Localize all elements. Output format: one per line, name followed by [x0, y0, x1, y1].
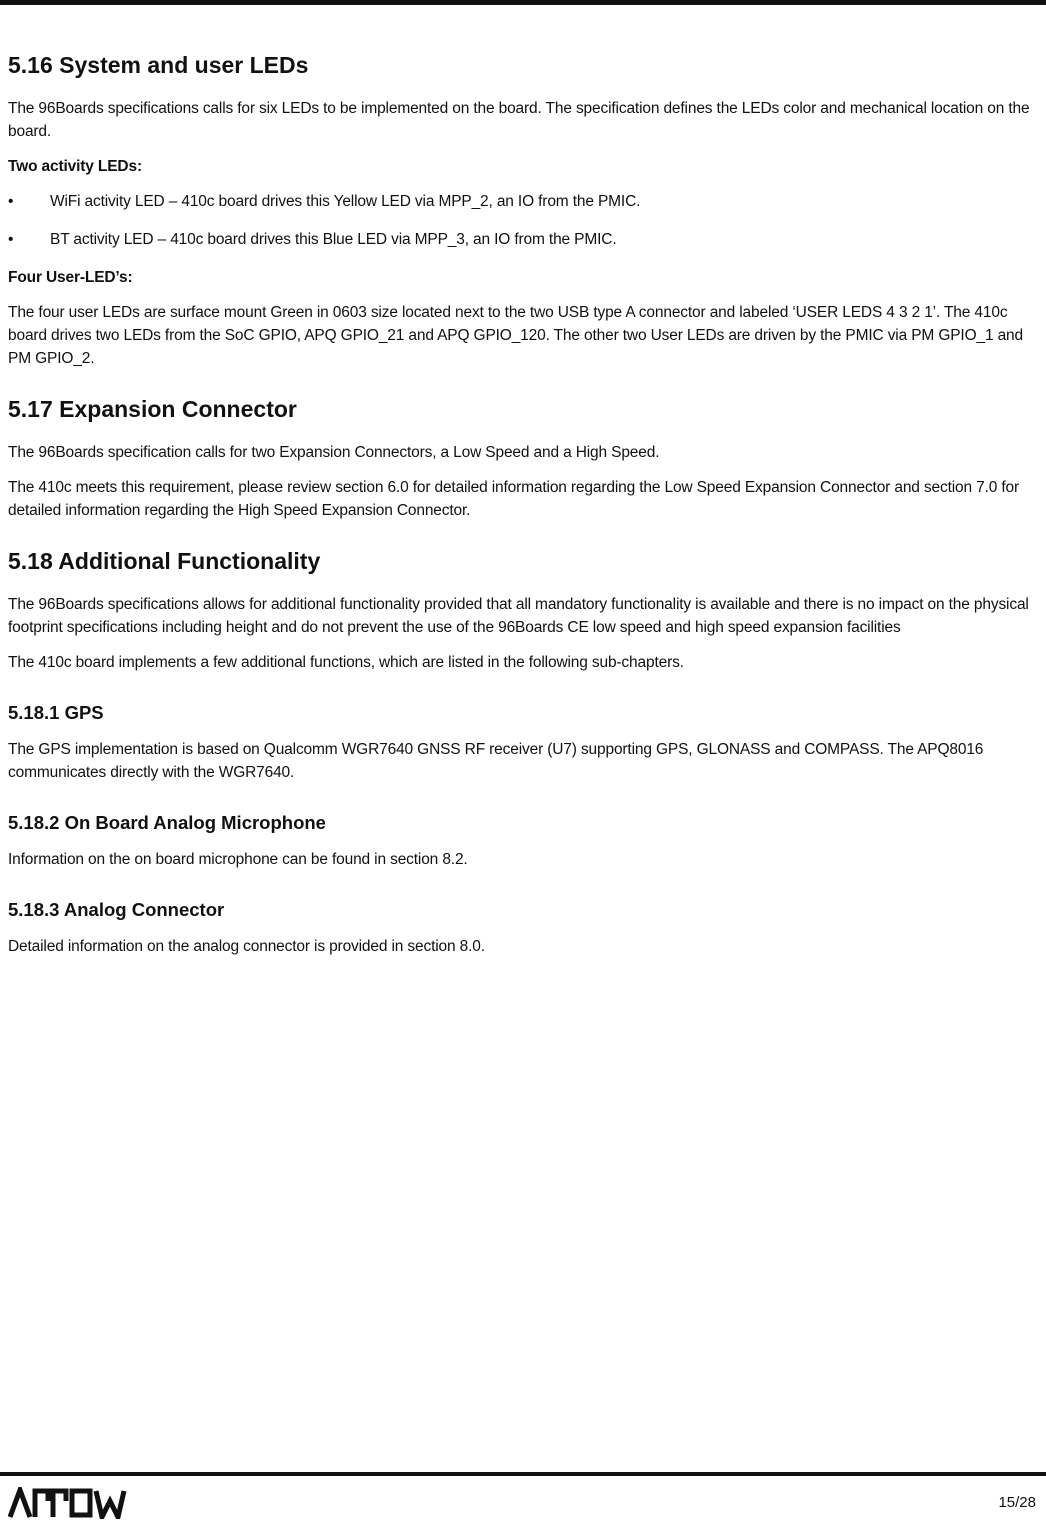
- section-5-18-1: [8, 700, 1038, 784]
- section-5-18-2: [8, 810, 1038, 871]
- paragraph: The four user LEDs are surface mount Green in 0603 size located next to the two USB type A connector and labeled ‘USER LEDS 4 3 2 1’. The 410c board drives two LEDs from the SoC GPIO, APQ GPIO_21 and APQ GPIO_120. The other two User LEDs are driven by the PMIC via PM GPIO_1 and PM GPIO_2.: [8, 304, 1023, 367]
- list-item-text: WiFi activity LED – 410c board drives this Yellow LED via MPP_2, an IO from the PMIC.: [50, 193, 641, 210]
- paragraph: The 96Boards specifications allows for additional functionality provided that all mandatory functionality is available and there is no impact on the physical footprint specifications including height and do not prevent the use of the 96Boards CE low speed and high speed expansion facilities: [8, 596, 1029, 636]
- section-5-18: [8, 546, 1038, 674]
- page-number: 15/28: [998, 1494, 1036, 1511]
- section-heading: 5.18 Additional Functionality: [8, 548, 321, 574]
- arrow-logo-icon: [8, 1487, 144, 1519]
- subsection-heading: 5.18.1 GPS: [8, 702, 104, 723]
- paragraph: The 96Boards specification calls for two Expansion Connectors, a Low Speed and a High Speed.: [8, 444, 660, 461]
- paragraph: Information on the on board microphone can be found in section 8.2.: [8, 851, 468, 868]
- paragraph: The GPS implementation is based on Qualcomm WGR7640 GNSS RF receiver (U7) supporting GPS, GLONASS and COMPASS. The APQ8016 communicates directly with the WGR7640.: [8, 741, 984, 781]
- document-body: [8, 50, 1038, 970]
- subsection-heading: 5.18.2 On Board Analog Microphone: [8, 812, 326, 833]
- paragraph: The 96Boards specifications calls for six LEDs to be implemented on the board. The specification defines the LEDs color and mechanical location on the board.: [8, 100, 1030, 140]
- paragraph: The 410c board implements a few additional functions, which are listed in the following sub-chapters.: [8, 654, 684, 671]
- activity-led-list: [8, 190, 1038, 251]
- bullet-icon: •: [8, 193, 14, 210]
- section-5-17: [8, 394, 1038, 522]
- list-item: [8, 228, 1038, 251]
- subsection-heading: 5.18.3 Analog Connector: [8, 899, 225, 920]
- two-activity-leds-label: Two activity LEDs:: [8, 158, 142, 175]
- section-5-16: [8, 50, 1038, 370]
- list-item: [8, 190, 1038, 213]
- section-heading: 5.17 Expansion Connector: [8, 396, 297, 422]
- bullet-icon: •: [8, 231, 14, 248]
- list-item-text: BT activity LED – 410c board drives this Blue LED via MPP_3, an IO from the PMIC.: [50, 231, 617, 248]
- top-rule: [0, 0, 1046, 5]
- four-user-leds-label: Four User-LED’s:: [8, 269, 133, 286]
- paragraph: Detailed information on the analog connector is provided in section 8.0.: [8, 938, 485, 955]
- section-heading: 5.16 System and user LEDs: [8, 52, 309, 78]
- section-5-18-3: [8, 897, 1038, 958]
- paragraph: The 410c meets this requirement, please review section 6.0 for detailed information regarding the Low Speed Expansion Connector and section 7.0 for detailed information regarding the High Speed Expansion Connector.: [8, 479, 1020, 519]
- bottom-rule: [0, 1472, 1046, 1476]
